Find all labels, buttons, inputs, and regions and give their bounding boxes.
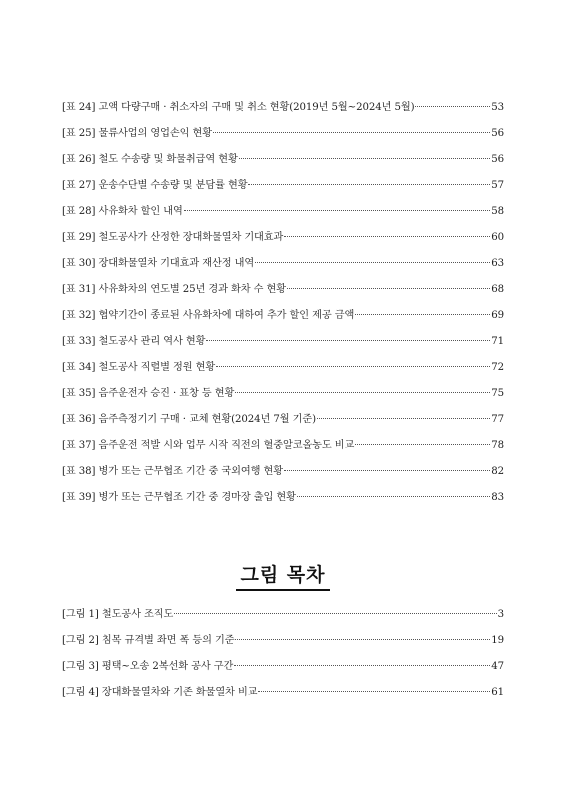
dot-leader: [415, 106, 490, 107]
toc-entry-table-31[interactable]: [62, 281, 504, 307]
entry-page-number: 83: [491, 492, 504, 503]
dot-leader: [317, 418, 490, 419]
entry-page-number: 82: [491, 466, 504, 477]
entry-page-number: 53: [491, 102, 504, 113]
entry-label: [표 32] 협약기간이 종료된 사유화차에 대하여 추가 할인 제공 금액: [62, 310, 355, 321]
entry-page-number: 19: [491, 635, 504, 646]
entry-page-number: 47: [491, 661, 504, 672]
dot-leader: [248, 184, 490, 185]
toc-entry-table-39[interactable]: [62, 489, 504, 515]
entry-label: [표 30] 장대화물열차 기대효과 재산정 내역: [62, 258, 255, 269]
dot-leader: [216, 366, 490, 367]
dot-leader: [284, 236, 490, 237]
entry-page-number: 69: [491, 310, 504, 321]
toc-entry-table-37[interactable]: [62, 437, 504, 463]
dot-leader: [206, 340, 490, 341]
entry-label: [그림 3] 평택~오송 2복선화 공사 구간: [62, 661, 234, 672]
toc-entry-table-24[interactable]: [62, 99, 504, 125]
dot-leader: [287, 288, 490, 289]
toc-entry-table-26[interactable]: [62, 151, 504, 177]
entry-label: [표 38] 병가 또는 근무협조 기간 중 국외여행 현황: [62, 466, 283, 477]
entry-label: [표 31] 사유화차의 연도별 25년 경과 화차 수 현황: [62, 284, 286, 295]
dot-leader: [184, 210, 490, 211]
toc-entry-figure-2[interactable]: [62, 632, 504, 658]
entry-page-number: 78: [491, 440, 504, 451]
entry-label: [표 26] 철도 수송량 및 화물취급역 현황: [62, 154, 238, 165]
entry-label: [그림 4] 장대화물열차와 기존 화물열차 비교: [62, 687, 258, 698]
entry-page-number: 75: [491, 388, 504, 399]
entry-label: [표 28] 사유화차 할인 내역: [62, 206, 183, 217]
entry-label: [표 24] 고액 다량구매 · 취소자의 구매 및 취소 현황(2019년 5월~2024년 5월): [62, 102, 415, 113]
entry-page-number: 72: [491, 362, 504, 373]
toc-entry-figure-3[interactable]: [62, 658, 504, 684]
table-of-figures: [62, 606, 504, 710]
entry-label: [표 29] 철도공사가 산정한 장대화물열차 기대효과: [62, 232, 284, 243]
toc-entry-table-36[interactable]: [62, 411, 504, 437]
toc-entry-table-32[interactable]: [62, 307, 504, 333]
dot-leader: [258, 691, 490, 692]
entry-page-number: 57: [491, 180, 504, 191]
entry-label: [그림 2] 침목 규격별 좌면 폭 등의 기준: [62, 635, 235, 646]
dot-leader: [174, 613, 496, 614]
entry-page-number: 63: [491, 258, 504, 269]
entry-label: [표 39] 병가 또는 근무협조 기간 중 경마장 출입 현황: [62, 492, 296, 503]
entry-page-number: 71: [491, 336, 504, 347]
toc-entry-figure-4[interactable]: [62, 684, 504, 710]
dot-leader: [213, 132, 490, 133]
entry-page-number: 56: [491, 154, 504, 165]
entry-label: [표 35] 음주운전자 승진 · 표창 등 현황: [62, 388, 235, 399]
entry-label: [표 34] 철도공사 직렬별 정원 현황: [62, 362, 216, 373]
dot-leader: [284, 470, 490, 471]
entry-label: [그림 1] 철도공사 조직도: [62, 609, 174, 620]
dot-leader: [297, 496, 490, 497]
toc-entry-table-27[interactable]: [62, 177, 504, 203]
entry-label: [표 27] 운송수단별 수송량 및 분담률 현황: [62, 180, 248, 191]
toc-entry-table-33[interactable]: [62, 333, 504, 359]
entry-label: [표 37] 음주운전 적발 시와 업무 시작 직전의 혈중알코올농도 비교: [62, 440, 355, 451]
toc-entry-table-30[interactable]: [62, 255, 504, 281]
entry-page-number: 61: [491, 687, 504, 698]
dot-leader: [255, 262, 490, 263]
dot-leader: [239, 158, 491, 159]
toc-entry-table-38[interactable]: [62, 463, 504, 489]
entry-page-number: 58: [491, 206, 504, 217]
toc-entry-table-28[interactable]: [62, 203, 504, 229]
entry-page-number: 56: [491, 128, 504, 139]
figures-heading-wrap: [0, 560, 566, 591]
dot-leader: [235, 392, 490, 393]
dot-leader: [234, 665, 490, 666]
entry-page-number: 68: [491, 284, 504, 295]
entry-page-number: 3: [497, 609, 504, 620]
dot-leader: [235, 639, 490, 640]
toc-entry-table-29[interactable]: [62, 229, 504, 255]
entry-label: [표 25] 물류사업의 영업손익 현황: [62, 128, 212, 139]
dot-leader: [355, 444, 490, 445]
toc-entry-figure-1[interactable]: [62, 606, 504, 632]
entry-page-number: 60: [491, 232, 504, 243]
entry-label: [표 36] 음주측정기기 구매 · 교체 현황(2024년 7월 기준): [62, 414, 317, 425]
figures-heading: 그림 목차: [236, 560, 329, 591]
dot-leader: [355, 314, 490, 315]
toc-entry-table-35[interactable]: [62, 385, 504, 411]
toc-entry-table-25[interactable]: [62, 125, 504, 151]
table-of-tables: [62, 99, 504, 515]
entry-page-number: 77: [491, 414, 504, 425]
toc-entry-table-34[interactable]: [62, 359, 504, 385]
entry-label: [표 33] 철도공사 관리 역사 현황: [62, 336, 206, 347]
